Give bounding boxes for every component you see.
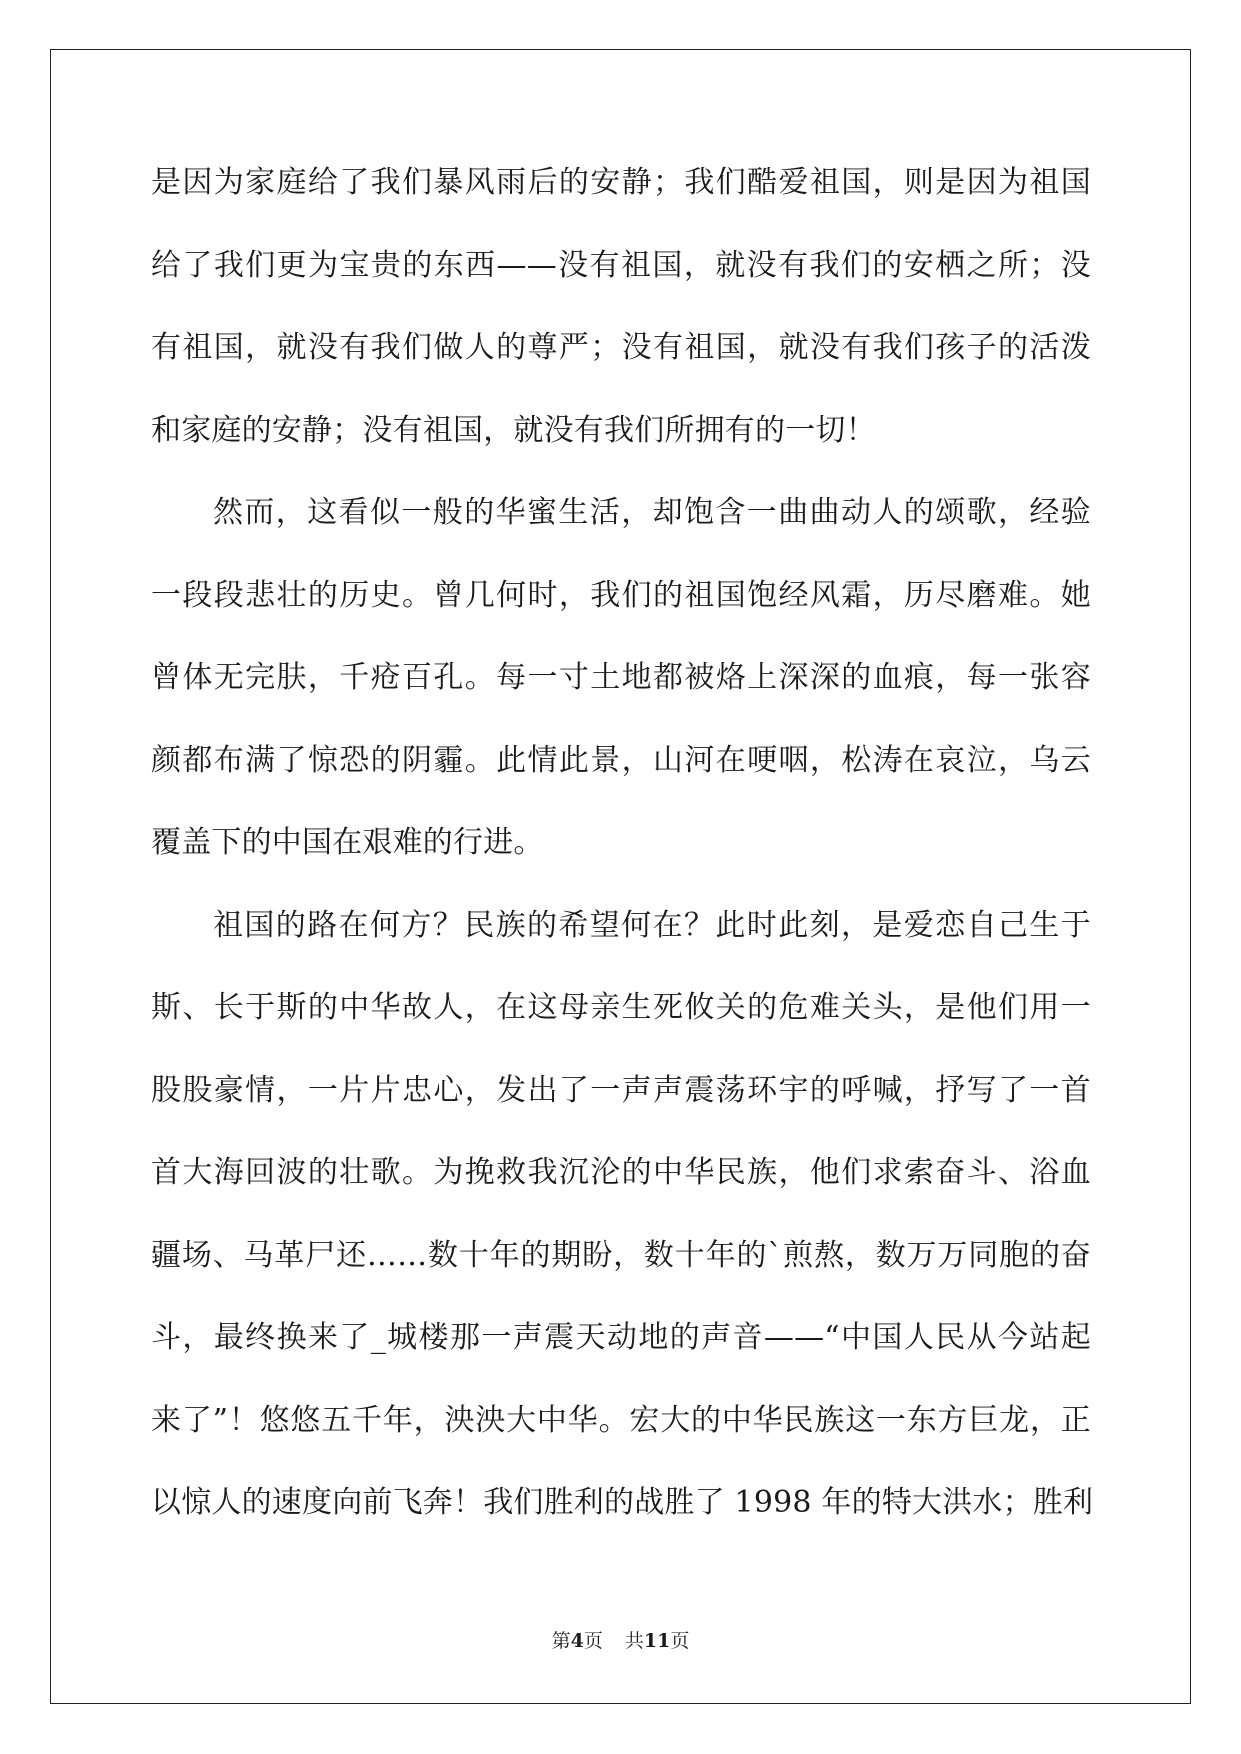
text-line: 一段段悲壮的历史。曾几何时，我们的祖国饱经风霜，历尽磨难。她 xyxy=(151,577,1091,613)
text-line: 颜都布满了惊恐的阴霾。此情此景，山河在哽咽，松涛在哀泣，乌云 xyxy=(151,742,1091,778)
total-pages: 11 xyxy=(643,1630,671,1652)
total-prefix: 共 xyxy=(624,1630,644,1652)
text-line: 覆盖下的中国在艰难的行进。 xyxy=(151,825,544,860)
text-line: 首大海回波的壮歌。为挽救我沉沦的中华民族，他们求索奋斗、浴血 xyxy=(151,1155,1091,1190)
text-line: 斯、长于斯的中华故人，在这母亲生死攸关的危难关头，是他们用一 xyxy=(151,990,1091,1025)
page-suffix: 页 xyxy=(583,1630,603,1652)
text-line: 股股豪情，一片片忠心，发出了一声声震荡环宇的呼喊，抒写了一首 xyxy=(151,1072,1091,1108)
paragraph-first-line: 祖国的路在何方？民族的希望何在？此时此刻，是爱恋自己生于 xyxy=(213,907,1091,943)
paragraph-first-line: 然而，这看似一般的华蜜生活，却饱含一曲曲动人的颂歌，经验 xyxy=(213,495,1091,530)
text-line: 来了”！悠悠五千年，泱泱大中华。宏大的中华民族这一东方巨龙，正 xyxy=(151,1402,1091,1438)
text-line: 斗，最终换来了_城楼那一声震天动地的声音——“中国人民从今站起 xyxy=(151,1320,1091,1355)
text-line: 曾体无完肤，千疮百孔。每一寸土地都被烙上深深的血痕，每一张容 xyxy=(151,660,1091,695)
text-line: 是因为家庭给了我们暴风雨后的安静；我们酷爱祖国，则是因为祖国 xyxy=(151,165,1091,200)
text-line: 以惊人的速度向前飞奔！我们胜利的战胜了 1998 年的特大洪水；胜利 xyxy=(151,1485,1094,1520)
text-line: 给了我们更为宝贵的东西——没有祖国，就没有我们的安栖之所；没 xyxy=(151,247,1091,283)
page-footer xyxy=(0,1626,1241,1653)
page-number: 4 xyxy=(570,1630,584,1652)
document-body xyxy=(151,156,1094,1559)
text-line: 有祖国，就没有我们做人的尊严；没有祖国，就没有我们孩子的活泼 xyxy=(151,330,1091,365)
total-suffix: 页 xyxy=(670,1630,690,1652)
page-prefix: 第 xyxy=(551,1630,571,1652)
text-line: 和家庭的安静；没有祖国，就没有我们所拥有的一切！ xyxy=(151,412,876,448)
text-line: 疆场、马革尸还……数十年的期盼，数十年的`煎熬，数万万同胞的奋 xyxy=(151,1237,1091,1273)
